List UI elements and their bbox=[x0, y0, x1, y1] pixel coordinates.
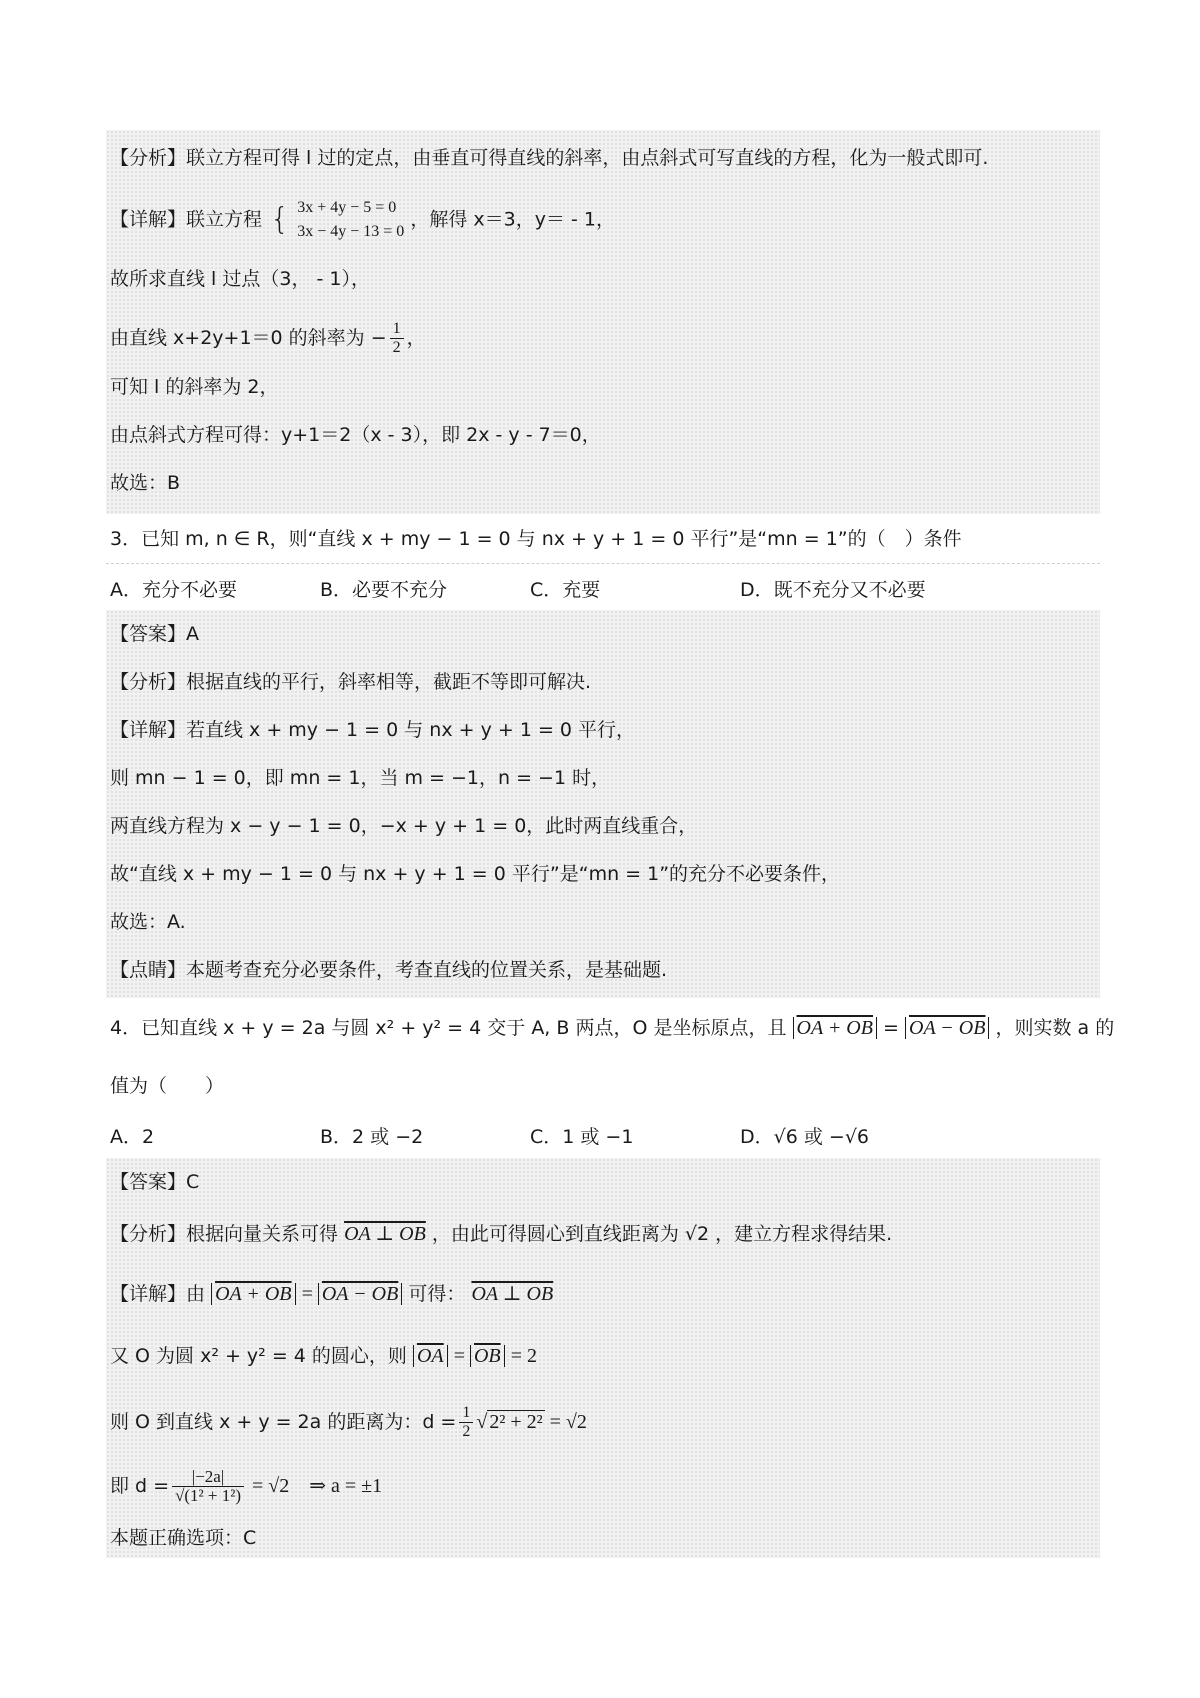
vector-ob-abs: $\overline{OB}$ bbox=[470, 1345, 505, 1367]
q4-analysis: 【分析】根据向量关系可得 OA ⊥ OB ，由此可得圆心到直线距离为 √2 ，建立方程求得结果. bbox=[110, 1223, 893, 1245]
equation-2: 3x − 4y − 13 = 0 bbox=[297, 223, 405, 240]
q4-option-b: B．2 或 −2 bbox=[320, 1126, 424, 1148]
slope-conclusion: 可知 l 的斜率为 2， bbox=[110, 376, 279, 398]
q3-option-d: D．既不充分又不必要 bbox=[740, 579, 926, 601]
q4-detail-3: 则 O 到直线 x + y = 2a 的距离为：d = $\frac{1}{2}$ √ 2² + 2² = √2 bbox=[110, 1404, 587, 1440]
q4-detail-5: 本题正确选项：C bbox=[110, 1527, 257, 1549]
q4-detail-4: 即 d = $\frac{|-2a|}{\text{√(1² + 1²)}}$ = √2 ⇒ a = ±1 bbox=[110, 1467, 383, 1505]
question-4-stem: 4．已知直线 x + y = 2a 与圆 x² + y² = 4 交于 A, B 两点，O 是坐标原点，且 OA + OB = OA − OB ，则实数 a 的 bbox=[110, 1017, 1115, 1039]
radical: 2² + 2² bbox=[489, 1411, 543, 1433]
vector-diff-abs: OA − OB bbox=[318, 1283, 402, 1305]
q3-detail-4: 故“直线 x + my − 1 = 0 与 nx + y + 1 = 0 平行”是“mn = 1”的充分不必要条件， bbox=[110, 863, 841, 885]
fraction: $\frac{|-2a|}{\text{√(1² + 1²)}}$ bbox=[172, 1468, 244, 1505]
choice-text: 故选：B bbox=[110, 472, 181, 494]
q3-detail-1: 【详解】若直线 x + my − 1 = 0 与 nx + y + 1 = 0 平行， bbox=[110, 719, 636, 741]
q4-option-a: A．2 bbox=[110, 1126, 155, 1148]
perpendicular-vectors: OA ⊥ OB bbox=[344, 1223, 426, 1245]
point-text: 故所求直线 l 过点（3， - 1）， bbox=[110, 268, 370, 290]
q4-detail-2: 又 O 为圆 x² + y² = 4 的圆心，则 $\overline{OA} = \overline{OB} = 2$ bbox=[110, 1345, 537, 1367]
q3-detail-5: 故选：A. bbox=[110, 911, 186, 933]
q3-detail-2: 则 mn − 1 = 0，即 mn = 1，当 m = −1，n = −1 时， bbox=[110, 767, 611, 789]
q3-option-a: A．充分不必要 bbox=[110, 579, 237, 601]
solution-block-3 bbox=[106, 610, 1100, 998]
vector-oa-abs: $\overline{OA}$ bbox=[413, 1345, 448, 1367]
vector-sum-abs: OA + OB bbox=[211, 1283, 295, 1305]
perpendicular-vectors: OA ⊥ OB bbox=[471, 1283, 554, 1305]
q3-option-c: C．充要 bbox=[530, 579, 601, 601]
q4-detail-1: 【详解】由 OA + OB = OA − OB 可得： OA ⊥ OB bbox=[110, 1283, 554, 1305]
q3-detail-3: 两直线方程为 x − y − 1 = 0，−x + y + 1 = 0，此时两直线重合， bbox=[110, 815, 698, 837]
point-slope-text: 由点斜式方程可得：y+1＝2（x - 3），即 2x - y - 7＝0， bbox=[110, 424, 601, 446]
q3-answer: 【答案】A bbox=[110, 623, 199, 645]
fraction: $\frac{1}{2}$ bbox=[390, 320, 404, 357]
q4-answer: 【答案】C bbox=[110, 1171, 200, 1193]
divider bbox=[106, 563, 1100, 564]
vector-sum-abs: OA + OB bbox=[793, 1017, 877, 1039]
q3-comment: 【点睛】本题考查充分必要条件，考查直线的位置关系，是基础题. bbox=[110, 959, 668, 981]
vector-diff-abs: OA − OB bbox=[905, 1017, 989, 1039]
fraction: $\frac{1}{2}$ bbox=[459, 1404, 473, 1441]
slope-text: 由直线 x+2y+1＝0 的斜率为 − $\frac{1}{2}$ ， bbox=[110, 320, 426, 356]
q3-analysis: 【分析】根据直线的平行，斜率相等，截距不等即可解决. bbox=[110, 671, 592, 693]
analysis-text: 【分析】联立方程可得 l 过的定点，由垂直可得直线的斜率，由点斜式可写直线的方程，化为一般式即可. bbox=[110, 147, 989, 169]
equation-1: 3x + 4y − 5 = 0 bbox=[297, 199, 397, 216]
detail-line: 【详解】联立方程 { 3x + 4y − 5 = 0 3x − 4y − 13 = 0 ，解得 x＝3，y＝ - 1， bbox=[110, 196, 615, 244]
q3-option-b: B．必要不充分 bbox=[320, 579, 448, 601]
question-3-stem: 3．已知 m, n ∈ R，则“直线 x + my − 1 = 0 与 nx + y + 1 = 0 平行”是“mn = 1”的（ ）条件 bbox=[110, 528, 962, 550]
q4-option-d: D．√6 或 −√6 bbox=[740, 1126, 870, 1148]
question-4-stem-cont: 值为（ ） bbox=[110, 1075, 225, 1097]
q4-option-c: C．1 或 −1 bbox=[530, 1126, 634, 1148]
